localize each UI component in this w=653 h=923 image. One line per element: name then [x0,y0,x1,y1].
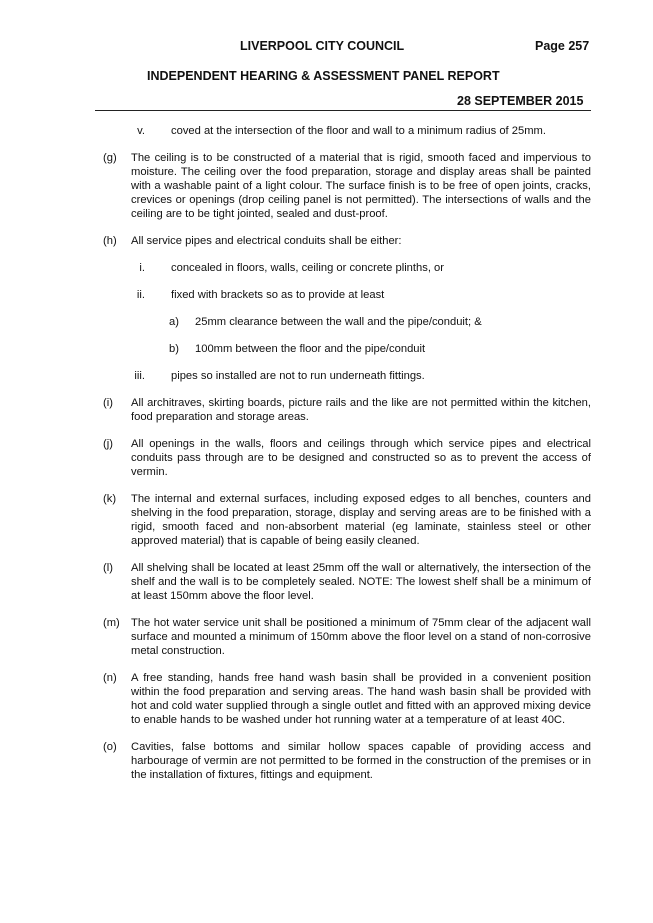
report-title: INDEPENDENT HEARING & ASSESSMENT PANEL REPORT [147,69,500,83]
list-item-v [103,124,591,138]
list-text: pipes so installed are not to run underneath fittings. [171,370,425,382]
clause-n [103,671,591,727]
clause-text: The hot water service unit shall be positioned a minimum of 75mm clear of the adjacent wall surface and mounted a minimum of 150mm above the floor level on a stand of non-corrosive metal construction. [131,617,591,657]
clause-o [103,740,591,782]
list-text: concealed in floors, walls, ceiling or concrete plinths, or [171,262,444,274]
list-item-h-ii-b [103,342,591,356]
list-marker: i. [139,262,145,274]
clause-text: All shelving shall be located at least 25mm off the wall or alternatively, the intersection of the shelf and the wall is to be completely sealed. NOTE: The lowest shelf shall be a minimum of at least 150mm above the floor level. [131,562,591,602]
list-text: coved at the intersection of the floor and wall to a minimum radius of 25mm. [171,125,546,137]
clause-marker: (k) [103,493,117,505]
list-text: 25mm clearance between the wall and the pipe/conduit; & [195,316,482,328]
clause-i [103,396,591,424]
header-divider [95,110,591,111]
list-marker: iii. [134,370,145,382]
council-title: LIVERPOOL CITY COUNCIL [240,39,405,53]
clause-text: All service pipes and electrical conduits shall be either: [131,235,402,247]
clause-text: Cavities, false bottoms and similar hollow spaces capable of providing access and harbourage of vermin are not permitted to be formed in the construction of the premises or in the installation of fixtures, fittings and equipment. [131,741,591,781]
list-marker: ii. [136,289,145,301]
list-marker: v. [137,125,145,137]
clause-h [103,234,591,248]
list-text: 100mm between the floor and the pipe/conduit [195,343,426,355]
clause-marker: (n) [103,672,117,684]
clause-j [103,437,591,479]
clause-text: All architraves, skirting boards, picture rails and the like are not permitted within the kitchen, food preparation and storage areas. [131,397,591,423]
clause-text: The internal and external surfaces, including exposed edges to all benches, counters and shelving in the food preparation, storage, display and serving areas are to be finished with a rigid, smooth faced and non-absorbent material (eg laminate, stainless steel or other approved material) that is capable of being easily cleaned. [131,493,591,547]
list-item-h-iii [103,369,591,383]
list-marker: a) [169,316,179,328]
clause-m [103,616,591,658]
list-item-h-ii-a [103,315,591,329]
clause-marker: (l) [103,562,113,574]
page-number: Page 257 [535,39,590,53]
list-text: fixed with brackets so as to provide at least [171,289,385,301]
clause-marker: (i) [103,397,113,409]
clause-marker: (o) [103,741,117,753]
clause-marker: (m) [103,617,120,629]
clause-text: All openings in the walls, floors and ceilings through which service pipes and electrical conduits pass through are to be designed and constructed so as to prevent the access of vermin. [131,438,591,478]
clause-text: The ceiling is to be constructed of a material that is rigid, smooth faced and impervious to moisture. The ceiling over the food preparation, storage and display areas shall be painted with a washable paint of a light colour. The surface finish is to be free of open joints, cracks, crevices or openings (drop ceiling panel is not permitted). The intersections of walls and the ceiling are to be tight jointed, sealed and dust-proof. [131,152,591,220]
clause-k [103,492,591,548]
clause-marker: (g) [103,152,117,164]
list-item-h-i [103,261,591,275]
list-marker: b) [169,343,179,355]
clause-marker: (j) [103,438,113,450]
clause-marker: (h) [103,235,117,247]
report-date: 28 SEPTEMBER 2015 [457,94,584,108]
list-item-h-ii [103,288,591,302]
clause-text: A free standing, hands free hand wash basin shall be provided in a convenient position within the food preparation and serving areas. The hand wash basin shall be provided with hot and cold water supplied through a single outlet and fitted with an approved mixing device to enable hands to be washed under hot running water at a temperature of at least 40C. [131,672,591,726]
clause-g [103,151,591,221]
document-body [103,124,591,795]
clause-l [103,561,591,603]
